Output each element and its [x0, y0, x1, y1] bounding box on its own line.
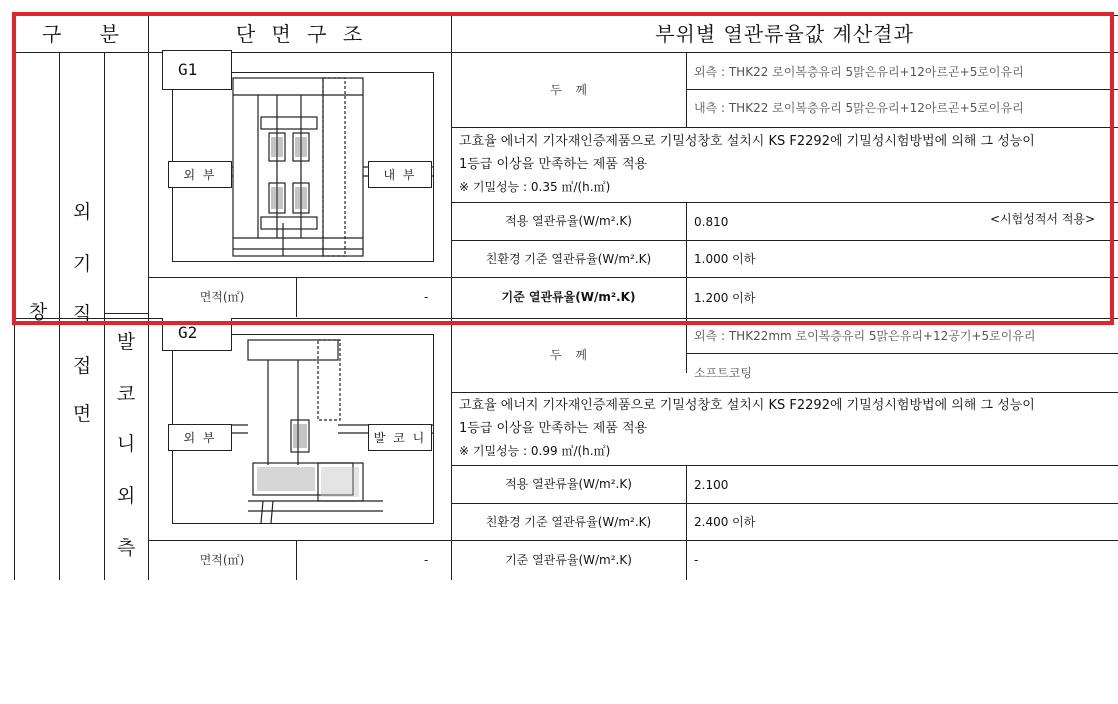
col-divider-5d	[686, 465, 687, 580]
g2-balcony-tag: 발 코 니	[368, 424, 432, 451]
g1-area-label: 면적(㎡)	[199, 290, 245, 304]
side-char: 면	[72, 403, 92, 425]
g1-eco-label: 친환경 기준 열관류율(W/m².K)	[485, 251, 652, 266]
side-char: 외	[72, 201, 92, 223]
g2-note-line2: 1등급 이상을 만족하는 제품 적용	[459, 421, 648, 436]
g2-coating: 소프트코팅	[694, 366, 752, 380]
g1-outer-glass: 외측 : THK22 로이복층유리 5맑은유리+12아르곤+5로이유리	[694, 65, 1024, 79]
g2-row-line-1	[686, 353, 1118, 354]
header-category: 구 분	[42, 21, 120, 46]
g1-applied-label: 적용 열관류율(W/m².K)	[505, 214, 632, 228]
side-char: 접	[72, 355, 92, 377]
g2-area-label: 면적(㎡)	[199, 553, 245, 567]
header-section: 단 면 구 조	[235, 21, 364, 46]
side-char: 기	[72, 253, 92, 275]
g2-std-label: 기준 열관류율(W/m².K)	[505, 553, 632, 567]
g2-note-line3: ※ 기밀성능 : 0.99 ㎥/(h.㎡)	[459, 444, 611, 458]
g1-eco-value: 1.000 이하	[694, 252, 756, 266]
g2-row-line-2	[451, 392, 1118, 393]
g2-note-line1: 고효율 에너지 기자재인증제품으로 기밀성창호 설치시 KS F2292에 기밀성시험방법에 의해 그 성능이	[459, 398, 1035, 413]
g1-std-value: 1.200 이하	[694, 291, 756, 305]
g1-std-label: 기준 열관류율(W/m².K)	[501, 290, 636, 304]
g2-eco-value: 2.400 이하	[694, 515, 756, 529]
g1-inner-glass: 내측 : THK22 로이복층유리 5맑은유리+12아르곤+5로이유리	[694, 101, 1024, 115]
g2-applied-label: 적용 열관류율(W/m².K)	[505, 477, 632, 491]
side-char: 발	[116, 331, 136, 353]
g1-applied-value: 0.810	[694, 215, 729, 229]
g1-note-line2: 1등급 이상을 만족하는 제품 적용	[459, 157, 648, 172]
g1-area-value: -	[424, 290, 429, 304]
g1-note-line1: 고효율 에너지 기자재인증제품으로 기밀성창호 설치시 KS F2292에 기밀성시험방법에 의해 그 성능이	[459, 134, 1035, 149]
g2-outside-tag: 외 부	[168, 424, 232, 451]
side-char: 니	[116, 433, 136, 455]
side-char: 코	[116, 383, 136, 405]
area-divider-g2	[296, 540, 297, 580]
g1-label: G1	[178, 60, 198, 79]
g1-note-line3: ※ 기밀성능 : 0.35 ㎥/(h.㎡)	[459, 180, 611, 194]
g2-applied-value: 2.100	[694, 478, 729, 492]
side-char: 측	[116, 537, 136, 559]
g2-eco-label: 친환경 기준 열관류율(W/m².K)	[485, 514, 652, 529]
g1-outside-tag: 외 부	[168, 161, 232, 188]
g2-outer-glass: 외측 : THK22mm 로이복층유리 5맑은유리+12공기+5로이유리	[694, 329, 1036, 343]
col-divider-5c	[686, 318, 687, 373]
g1-inside-tag: 내 부	[368, 161, 432, 188]
side-char: 직	[72, 303, 92, 325]
g2-area-value: -	[424, 553, 429, 567]
g2-label: G2	[178, 323, 198, 342]
g2-std-value: -	[694, 553, 699, 567]
side-char: 외	[116, 485, 136, 507]
side-char-window: 창	[28, 301, 48, 323]
header-result: 부위별 열관류율값 계산결과	[655, 21, 914, 46]
highlight-box	[12, 12, 1114, 325]
g1-applied-note: <시험성적서 적용>	[990, 212, 1096, 226]
g1-thickness-label: 두 께	[550, 82, 587, 97]
g2-thickness-label: 두 께	[550, 348, 587, 362]
